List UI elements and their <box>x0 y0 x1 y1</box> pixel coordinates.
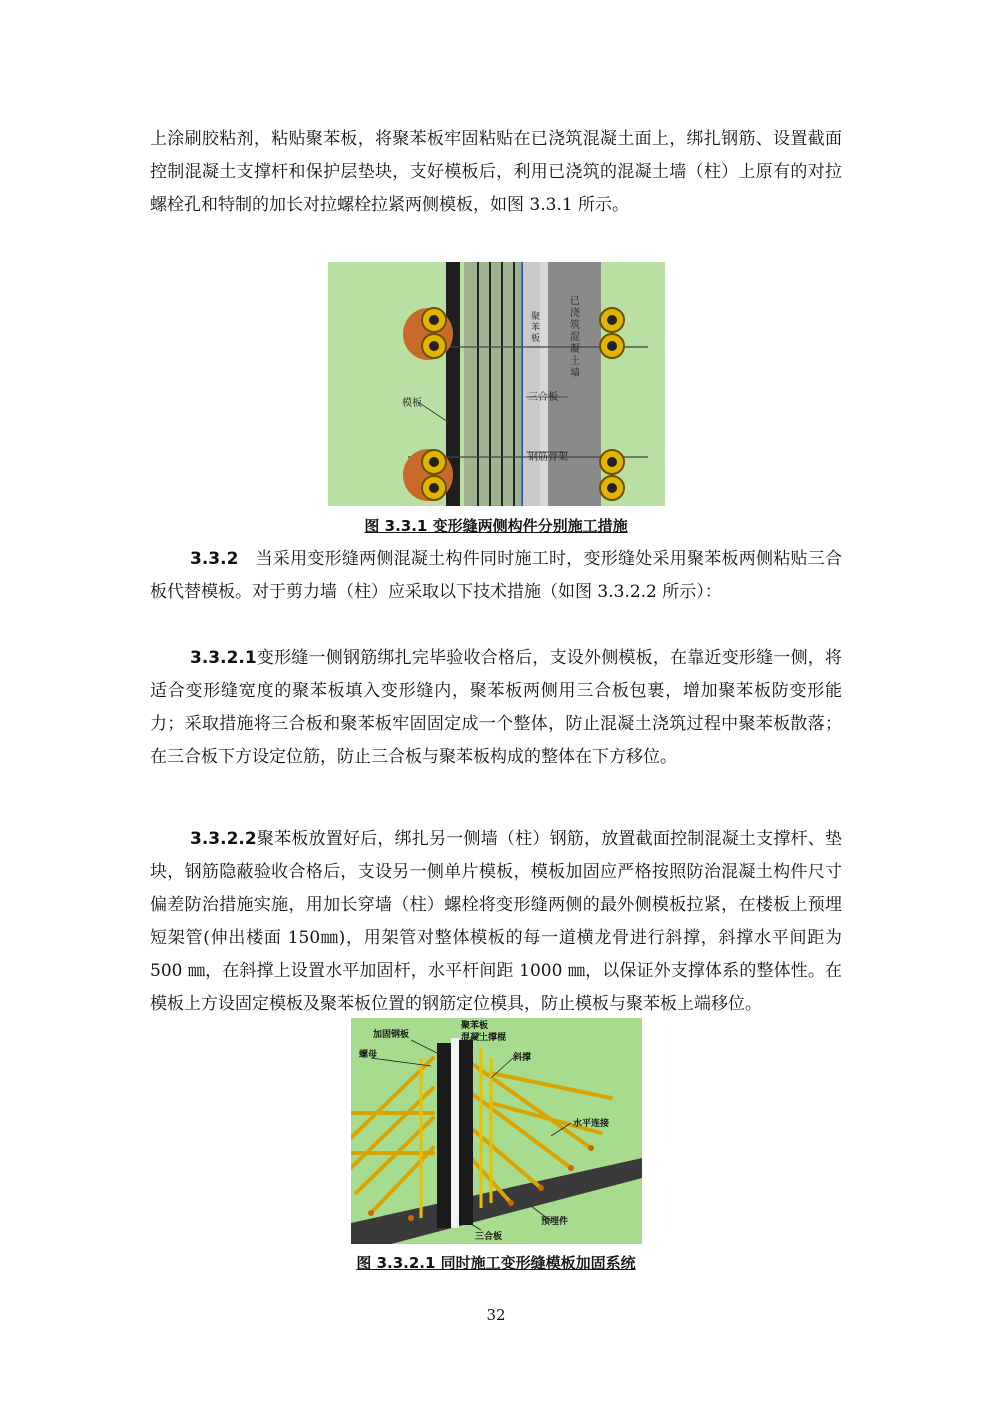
section-number: 3.3.2 <box>190 549 239 569</box>
figure-3-3-1 <box>328 262 665 506</box>
caption-figure-3-3-2-1: 图 3.3.2.1 同时施工变形缝模板加固系统 <box>356 1254 636 1272</box>
label-diagonal-brace: 斜撑 <box>513 1053 532 1063</box>
label-eps-board: 聚苯板 <box>531 312 541 344</box>
label-embedded-part: 预埋件 <box>541 1217 569 1227</box>
label-eps-board: 聚苯板 <box>461 1021 489 1031</box>
figure-3-3-2-1 <box>351 1018 642 1244</box>
caption-figure-3-3-1: 图 3.3.1 变形缝两侧构件分别施工措施 <box>364 517 628 535</box>
label-plywood: 三合板 <box>475 1232 503 1242</box>
page-number: 32 <box>486 1306 506 1324</box>
paragraph-intro: 上涂刷胶粘剂，粘贴聚苯板，将聚苯板牢固粘贴在已浇筑混凝土面上，绑扎钢筋、设置截面控制混凝土支撑杆和保护层垫块，支好模板后，利用已浇筑的混凝土墙（柱）上原有的对拉螺栓孔和特制的加长对拉螺栓拉紧两侧模板，如图 3.3.1 所示。 <box>150 129 842 215</box>
section-number: 3.3.2.2 <box>190 829 257 849</box>
section-text: 聚苯板放置好后，绑扎另一侧墙（柱）钢筋，放置截面控制混凝土支撑杆、垫块，钢筋隐蔽验收合格后，支设另一侧单片模板，模板加固应严格按照防治混凝土构件尺寸偏差防治措施实施，用加长穿墙（柱）螺栓将变形缝两侧的最外侧模板拉紧，在楼板上预埋短架管(伸出楼面 150㎜)，用架管对整体模板的每一道横龙骨进行斜撑，斜撑水平间距为 500 ㎜，在斜撑上设置水平加固杆，水平杆间距 1000 ㎜，以保证外支撑体系的整体性。在模板上方设固定模板及聚苯板位置的钢筋定位模具，防止模板与聚苯板上端移位。 <box>150 829 842 1014</box>
figure-3-3-1-drawing <box>328 262 665 506</box>
label-concrete-strut: 混凝土撑棍 <box>461 1033 507 1043</box>
figure-3-3-2-1-drawing <box>351 1018 642 1244</box>
paragraph-3-3-2-2 <box>150 823 842 1021</box>
section-number: 3.3.2.1 <box>190 648 257 668</box>
paragraph-3-3-2 <box>150 543 842 609</box>
section-text: 当采用变形缝两侧混凝土构件同时施工时，变形缝处采用聚苯板两侧粘贴三合板代替模板。对于剪力墙（柱）应采取以下技术措施（如图 3.3.2.2 所示）： <box>150 549 842 602</box>
section-text: 变形缝一侧钢筋绑扎完毕验收合格后，支设外侧模板，在靠近变形缝一侧，将适合变形缝宽度的聚苯板填入变形缝内，聚苯板两侧用三合板包裹，增加聚苯板防变形能力；采取措施将三合板和聚苯板牢固固定成一个整体，防止混凝土浇筑过程中聚苯板散落；在三合板下方设定位筋，防止三合板与聚苯板构成的整体在下方移位。 <box>150 648 842 767</box>
label-steel-plate: 加固钢板 <box>373 1030 410 1040</box>
label-rebar-cage: 钢筋骨架 <box>528 452 568 463</box>
label-concrete-wall: 已浇筑混凝土墙 <box>570 296 580 379</box>
label-plywood: 三合板 <box>528 392 558 403</box>
label-formwork: 模板 <box>402 398 422 409</box>
label-nut: 螺母 <box>359 1050 378 1060</box>
label-horizontal-connection: 水平连接 <box>573 1119 610 1129</box>
paragraph-3-3-2-1 <box>150 642 842 774</box>
